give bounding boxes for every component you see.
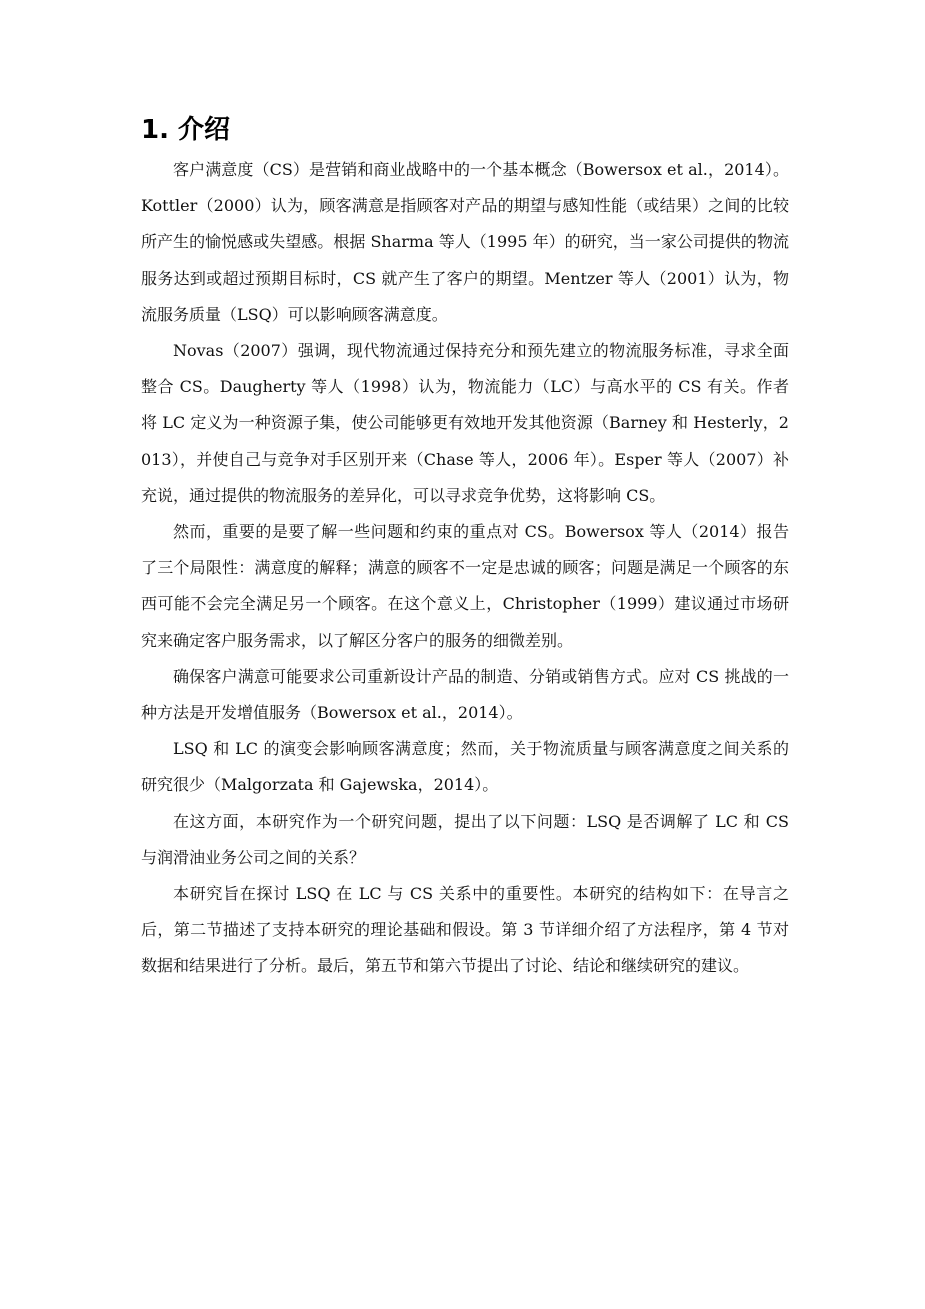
paragraph-6: 在这方面，本研究作为一个研究问题，提出了以下问题：LSQ 是否调解了 LC 和 CS 与润滑油业务公司之间的关系？	[141, 811, 789, 867]
paragraph-4: 确保客户满意可能要求公司重新设计产品的制造、分销或销售方式。应对 CS 挑战的一种方法是开发增值服务（Bowersox et al.，2014）。	[141, 666, 789, 723]
document-page	[141, 112, 789, 985]
paragraph-2: Novas（2007）强调，现代物流通过保持充分和预先建立的物流服务标准，寻求全面整合 CS。Daugherty 等人（1998）认为，物流能力（LC）与高水平的 CS 有关。作者将 LC 定义为一种资源子集，使公司能够更有效地开发其他资源（Barney 和 Hesterly，2013），并使自己与竞争对手区别开来（Chase 等人，2006 年）。Esper 等人（2007）补充说，通过提供的物流服务的差异化，可以寻求竞争优势，这将影响 CS。	[141, 341, 789, 505]
paragraph-1: 客户满意度（CS）是营销和商业战略中的一个基本概念（Bowersox et al.，2014）。Kottler（2000）认为，顾客满意是指顾客对产品的期望与感知性能（或结果）之间的比较所产生的愉悦感或失望感。根据 Sharma 等人（1995 年）的研究，当一家公司提供的物流服务达到或超过预期目标时，CS 就产生了客户的期望。Mentzer 等人（2001）认为，物流服务质量（LSQ）可以影响顾客满意度。	[141, 160, 789, 324]
paragraph-5: LSQ 和 LC 的演变会影响顾客满意度；然而，关于物流质量与顾客满意度之间关系的研究很少（Malgorzata 和 Gajewska，2014）。	[141, 739, 789, 795]
section-heading: 1. 介绍	[141, 115, 231, 145]
paragraph-7: 本研究旨在探讨 LSQ 在 LC 与 CS 关系中的重要性。本研究的结构如下：在导言之后，第二节描述了支持本研究的理论基础和假设。第 3 节详细介绍了方法程序，第 4 节对数据和结果进行了分析。最后，第五节和第六节提出了讨论、结论和继续研究的建议。	[141, 884, 789, 976]
paragraph-3: 然而，重要的是要了解一些问题和约束的重点对 CS。Bowersox 等人（2014）报告了三个局限性：满意度的解释；满意的顾客不一定是忠诚的顾客；问题是满足一个顾客的东西可能不会完全满足另一个顾客。在这个意义上，Christopher（1999）建议通过市场研究来确定客户服务需求，以了解区分客户的服务的细微差别。	[141, 522, 789, 650]
